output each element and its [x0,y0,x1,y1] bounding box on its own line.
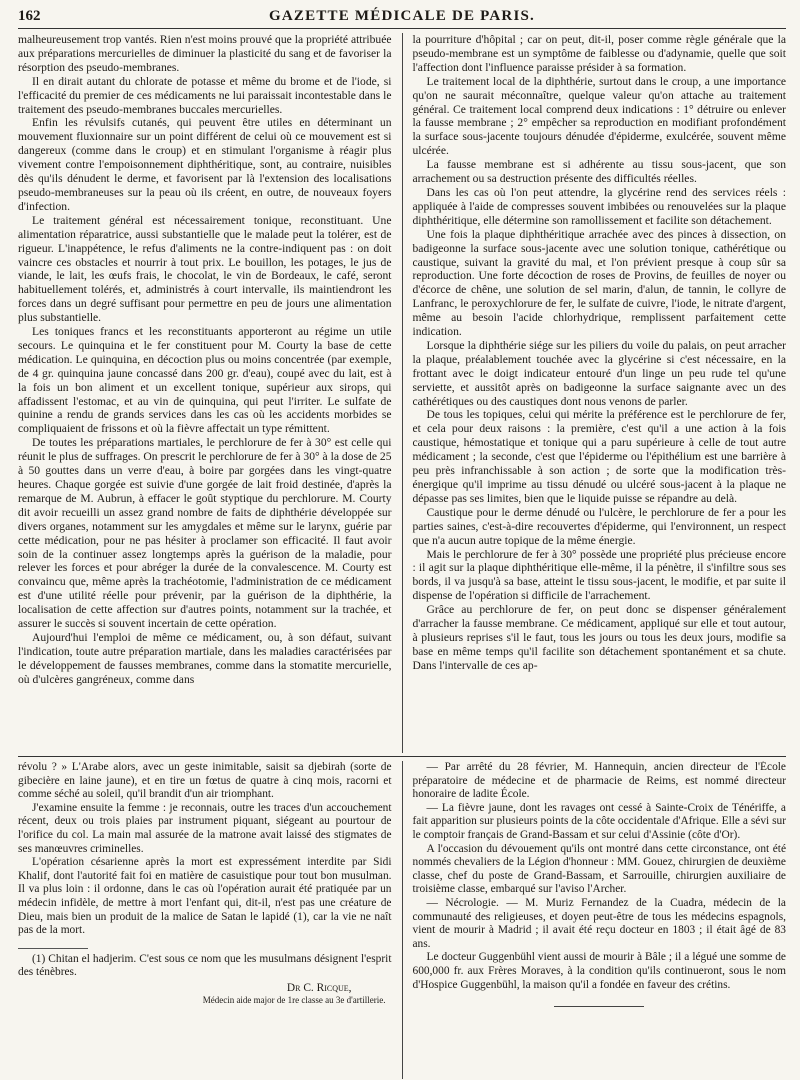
paragraph: Enfin les révulsifs cutanés, qui peuvent être utiles en déterminant un mouvement fluxionnaire sur un point différent de celui où ce mouvement est si dangereux (comme dans le croup) et en stimulant l'organisme à réagir plus vivement contre l'empoisonnement diphthéritique, sont, au contraire, nuisibles dès qu'ils dénudent le derme, et favorisent par là l'extension des localisations pseudo-membraneuses sur la peau où ils créent, en outre, de nouveaux foyers d'infection. [18,116,392,213]
news-item: A l'occasion du dévouement qu'ils ont montré dans cette circonstance, ont été nommés chevaliers de la Légion d'honneur : MM. Gouez, chirurgien de deuxième classe, chef du poste de Grand-Bassam, et Sarrouille, chirurgien auxiliaire de troisième classe, embarqué sur l'aviso l'Archer. [412,842,786,896]
paragraph: De tous les topiques, celui qui mérite la préférence est le perchlorure de fer, et cela pour deux raisons : la première, c'est qu'il a une action à la fois caustique, hémostatique et tonique qui a paru supérieure à celle de tout autre médicament ; la seconde, c'est que l'épiderme ou l'épithélium est une barrière à peu près infranchissable à son action ; de sorte que la modification très-énergique qu'il imprime au tissu dénudé ou ulcéré sous-jacent à la plaque ne dépasse pas ses limites, bien que le liquide puisse se répandre au delà. [412,408,786,505]
lower-section [18,761,786,1079]
paragraph: révolu ? » L'Arabe alors, avec un geste inimitable, saisit sa djebirah (sorte de gibecière en laine jaune), et en tire un fœtus de quatre à cinq mois, racorni et comme séché au soleil, qu'il brandit d'un air triomphant. [18,761,392,801]
paragraph: Les toniques francs et les reconstituants apporteront au régime un utile secours. Le quinquina et le fer constituent pour M. Courty la base de cette médication. Le quinquina, en décoction plus ou moins concentrée (par exemple, de 4 gr. quinquina jaune concassé dans 200 gr. d'eau), coupé avec du lait, est à la fois un bon aliment et un excellent tonique, supérieur aux sirops, qui affadissent l'estomac, et au vin de quinquina, qui peut l'irriter. Le sulfate de quinine a rendu de grands services dans les cas où les accidents morbides se compliquaient de frissons et où la fièvre affectait un type rémittent. [18,325,392,436]
paragraph: Lorsque la diphthérie siége sur les piliers du voile du palais, on peut arracher la plaque, préalablement touchée avec la glycérine si c'est nécessaire, en la frottant avec le doigt indicateur entouré d'un linge un peu rude tel qu'une serviette, et aussitôt après on badigeonne la surface saignante avec un des cathérétiques ou des caustiques dont nous venons de parler. [412,338,786,408]
section-rule [18,756,786,757]
paragraph: la pourriture d'hôpital ; car on peut, dit-il, poser comme règle générale que la pseudo-membrane est un symptôme de faiblesse ou d'adynamie, quelle que soit l'affection dont l'influence paraisse présider à sa formation. [412,33,786,74]
paragraph: De toutes les préparations martiales, le perchlorure de fer à 30° est celle qui réunit le plus de suffrages. On prescrit le perchlorure de fer à 30° à la dose de 25 à 50 gouttes dans un verre d'eau, à boire par gorgées dans les vingt-quatre heures. Chaque gorgée est suivie d'une gorgée de lait froid destinée, d'après la remarque de M. Aubrun, à effacer le goût styptique du perchlorure. M. Courty dit avoir recueilli un assez grand nombre de faits de diphthérie développée sur divers organes, notamment sur les amygdales et même sur le larynx, guérie par cette médication, pour ne pas hésiter à proclamer son efficacité. Il faut avoir soin de la continuer assez longtemps après la guérison de la maladie, pour relever les forces et pour abréger la durée de la convalescence. M. Courty est convaincu que, même après la trachéotomie, l'administration de ce médicament est d'une utilité réelle pour prévenir, par la guérison de la diphthérie, la localisation de cette affection sur d'autres points, notamment sur la trachée, et assurer le succès si souvent incertain de cette opération. [18,436,392,631]
news-item: — Par arrêté du 28 février, M. Hannequin, ancien directeur de l'École préparatoire de médecine et de pharmacie de Reims, est nommé directeur honoraire de ladite École. [412,761,786,801]
page-number: 162 [18,8,41,24]
left-column [18,33,392,753]
column-divider [402,33,403,753]
publication-title: GAZETTE MÉDICALE DE PARIS. [269,8,535,24]
paragraph: Caustique pour le derme dénudé ou l'ulcère, le perchlorure de fer a pour les parties saines, c'est-à-dire recouvertes d'épiderme, qui l'environnent, un respect que n'a aucun autre topique de la même énergie. [412,505,786,547]
paragraph: Le traitement local de la diphthérie, surtout dans le croup, a une importance qu'on ne saurait méconnaître, quelque valeur qu'on attache au traitement général. Ce traitement local comprend deux indications : 1° détruire ou enlever la fausse membrane ; 2° empêcher sa reproduction en modifiant profondément la surface sous-jacente toujours dénudée d'épiderme, exulcérée, souvent même ulcérée. [412,74,786,158]
paragraph: J'examine ensuite la femme : je reconnais, outre les traces d'un accouchement récent, deux ou trois plaies par instrument piquant, siégeant au pourtour de l'orifice du col. La main mal assurée de la matrone avait laissé des stigmates de ses manœuvres criminelles. [18,801,392,855]
news-item: Le docteur Guggenbühl vient aussi de mourir à Bâle ; il a légué une somme de 600,000 fr. aux Frères Moraves, à la condition qu'ils continueront, sous le nom d'Hospice Guggenbühl, la maison qu'il a fondée en faveur des crétins. [412,951,786,991]
news-item: — La fièvre jaune, dont les ravages ont cessé à Sainte-Croix de Ténériffe, a fait apparition sur plusieurs points de la côte occidentale d'Afrique. Elle a sévi sur le comptoir français de Grand-Bassam et sur celui d'Assinie (côte d'Or). [412,801,786,841]
article-section [18,33,786,753]
paragraph: Dans les cas où l'on peut attendre, la glycérine rend des services réels : appliquée à l'aide de compresses souvent imbibées ou renouvelées sur la plaque diphthéritique, elle détermine son ramollissement et facilite son détachement. [412,185,786,227]
author-title: Médecin aide major de 1re classe au 3e d'artillerie. [202,994,386,1005]
feuilleton-column [18,761,392,1079]
paragraph: Grâce au perchlorure de fer, on peut donc se dispenser généralement d'arracher la fausse membrane. Ce médicament, appliqué sur elle et tout autour, à plusieurs reprises s'il le faut, tous les jours ou tous les deux jours, modifie sa base en même temps qu'il facilite son détachement spontanément et sa chute. Dans l'intervalle de ces ap- [412,603,786,672]
paragraph: Mais le perchlorure de fer à 30° possède une propriété plus précieuse encore : il agit sur la plaque diphthéritique elle-même, il la pénètre, il s'infiltre sous ses bords, il va jusqu'à sa base, atteint le tissu sous-jacent, le modifie, et par suite il dispense de l'opération si difficile de l'arrachement. [412,547,786,603]
column-divider [402,761,403,1079]
paragraph: Aujourd'hui l'emploi de même ce médicament, ou, à son défaut, suivant l'indication, toute autre préparation martiale, dans les maladies caractérisées par le développement de fausses membranes, comme dans la stomatite mercurielle, où d'ulcères gangréneux, comme dans [18,630,392,686]
author-signature: Dr C. Ricque, [286,981,352,994]
paragraph: La fausse membrane est si adhérente au tissu sous-jacent, que son arrachement ou sa destruction présente des difficultés réelles. [412,158,786,186]
paragraph: Le traitement général est nécessairement tonique, reconstituant. Une alimentation réparatrice, aussi substantielle que le malade peut la tolérer, est de rigueur. L'inappétence, le refus d'aliments ne la contre-indiquent pas : on doit vaincre ces obstacles et nourrir à tout prix. Le bouillon, les potages, le jus de viande, le lait, les œufs frais, le chocolat, le vin de Bordeaux, le café, seront habituellement tolérés, et, administrés à court intervalle, ils maintiendront les forces dans un degré suffisant pour permettre en peu de jours une alimentation plus substantielle. [18,213,392,325]
news-item: — Nécrologie. — M. Muriz Fernandez de la Cuadra, médecin de la communauté des religieuses, et doyen peut-être de tous les médecins espagnols, vient de mourir à Madrid ; il avait été reçu docteur en 1803 ; il était âgé de 83 ans. [412,896,786,950]
news-column [413,761,787,1079]
paragraph: Une fois la plaque diphthéritique arrachée avec des pinces à dissection, on badigeonne la surface sous-jacente avec une solution tonique, cathérétique ou caustique, suivant la gravité du mal, et l'on prévient presque à coup sûr sa reproduction. Une forte décoction de roses de Provins, de feuilles de noyer ou d'écorce de chêne, une solution de sel marin, d'alun, de tannin, le collyre de Lanfranc, le peroxychlorure de fer, le sulfate de cuivre, l'iode, le nitrate d'argent, même au besoin l'acide chlorhydrique, remplissent parfaitement cette indication. [412,227,786,339]
right-column [413,33,787,753]
end-rule [554,1006,644,1007]
paragraph: Il en dirait autant du chlorate de potasse et même du brome et de l'iode, si l'efficacité du premier de ces médicaments ne lui paraissait incontestable dans le traitement des pseudo-membranes buccales mercurielles. [18,74,392,116]
paragraph: malheureusement trop vantés. Rien n'est moins prouvé que la propriété attribuée aux préparations mercurielles de diminuer la plasticité du sang et de favoriser la résorption des pseudo-membranes. [18,33,392,74]
footnote: (1) Chitan el hadjerim. C'est sous ce nom que les musulmans désignent l'esprit des ténèbres. [18,952,392,979]
paragraph: L'opération césarienne après la mort est expressément interdite par Sidi Khalif, dont l'autorité fait foi en matière de casuistique pour tout bon musulman. Il va plus loin : il ordonne, dans le cas où l'opération aurait été pratiquée par un médecin infidèle, de mettre à mort l'enfant qui, dit-il, n'est pas une créature de Dieu, mais bien un produit de la malice de Satan le lapidé (1), car la vie ne naît pas de la mort. [18,856,392,937]
running-header [18,8,786,29]
